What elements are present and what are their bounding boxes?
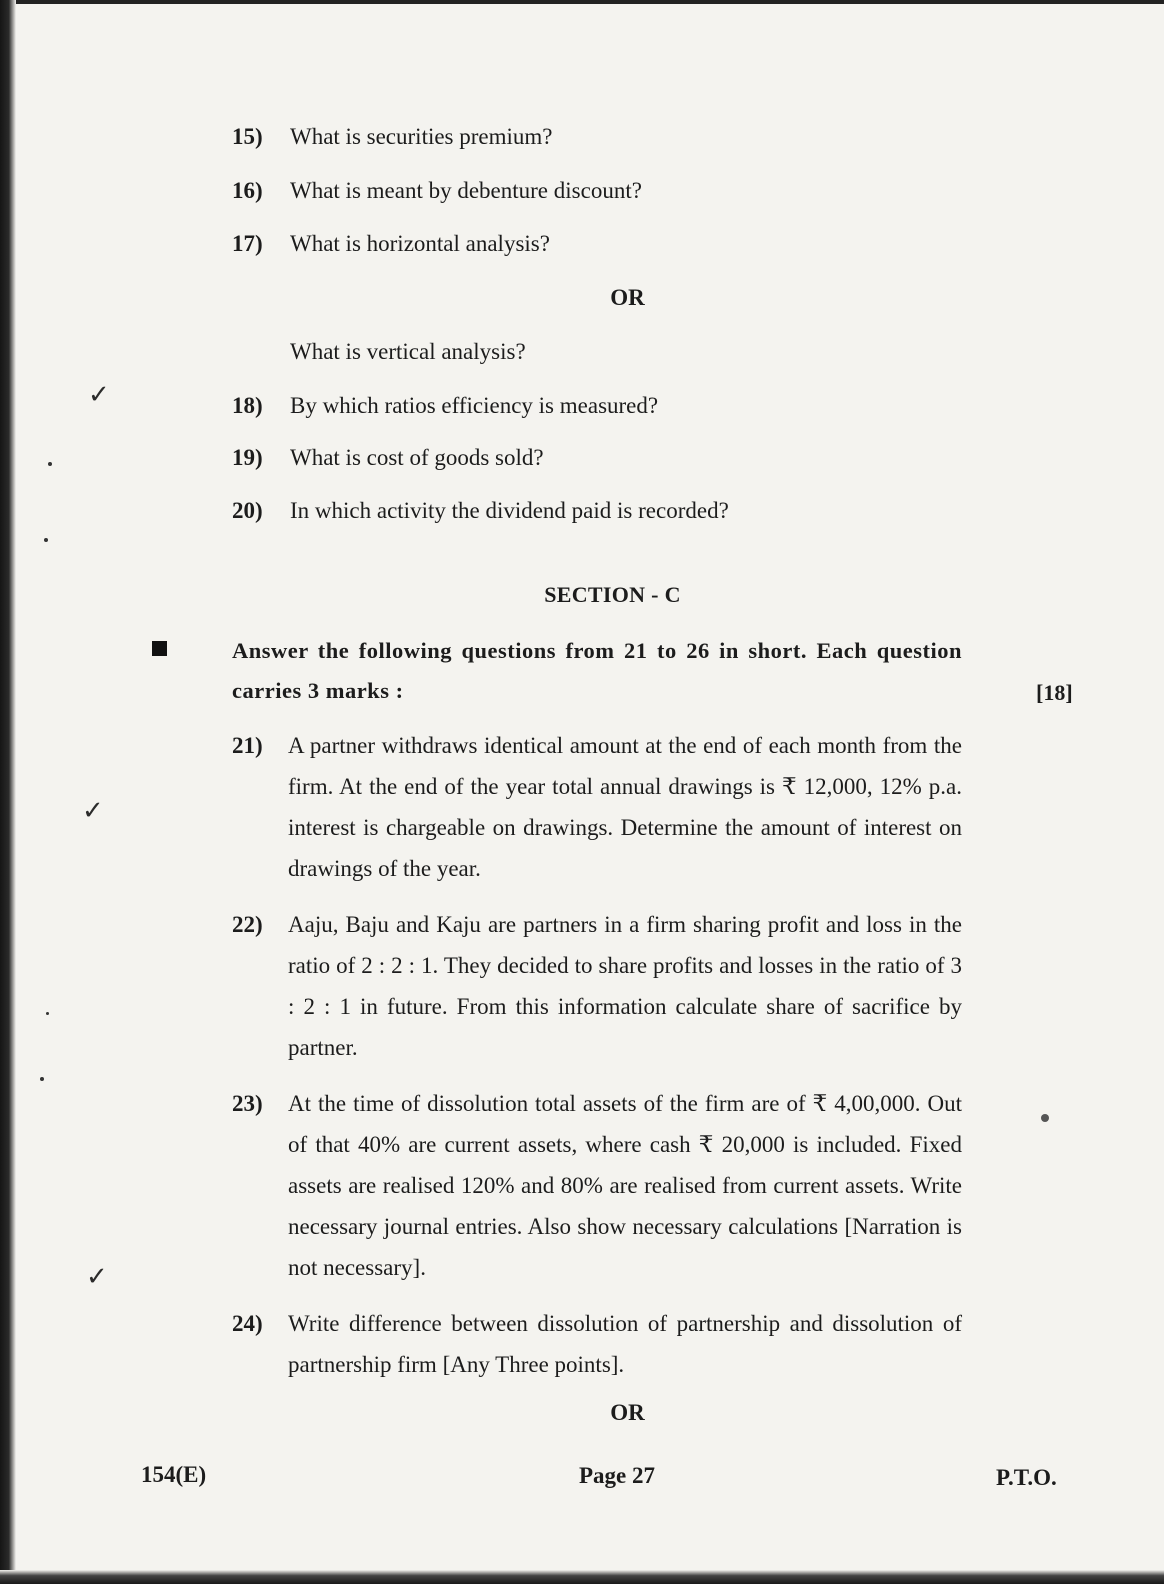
scan-speck	[46, 1012, 49, 1015]
paper-code: 154(E)	[141, 1462, 207, 1487]
question-text: Write difference between dissolution of partnership and dissolution of partnership firm [Any Three points].	[288, 1311, 962, 1377]
scan-speck	[40, 1077, 44, 1081]
question-16	[232, 176, 974, 206]
question-24	[232, 1303, 962, 1385]
section-instruction: Answer the following questions from 21 to 26 in short. Each question carries 3 marks :	[232, 638, 962, 703]
question-number: 19)	[232, 445, 263, 470]
scan-speck	[1041, 1114, 1049, 1122]
question-19	[232, 443, 974, 473]
please-turn-over: P.T.O.	[996, 1465, 1057, 1490]
question-18	[232, 391, 974, 421]
question-number: 22)	[232, 912, 263, 937]
question-number: 17)	[232, 231, 263, 256]
or-label: OR	[610, 285, 645, 310]
scan-bottom-edge	[0, 1570, 1164, 1584]
question-23	[232, 1083, 962, 1288]
question-text: What is securities premium?	[290, 124, 553, 149]
question-number: 24)	[232, 1311, 263, 1336]
question-text: What is meant by debenture discount?	[290, 178, 642, 203]
page-number: Page 27	[579, 1463, 656, 1488]
question-number: 18)	[232, 393, 263, 418]
question-text: A partner withdraws identical amount at the end of each month from the firm. At the end of the year total annual drawings is ₹ 12,000, 12% p.a. interest is chargeable on drawings. Determine the amount of interest on drawings of the year.	[288, 733, 962, 881]
scan-speck	[48, 462, 52, 466]
tick-mark-icon: ✓	[86, 1262, 108, 1292]
question-number: 16)	[232, 178, 263, 203]
scan-top-edge	[0, 0, 1164, 4]
tick-mark-icon: ✓	[82, 796, 104, 826]
question-15	[232, 122, 974, 152]
question-number: 21)	[232, 733, 263, 758]
question-text: What is cost of goods sold?	[290, 445, 544, 470]
or-label: OR	[610, 1400, 645, 1425]
question-number: 15)	[232, 124, 263, 149]
question-text: What is vertical analysis?	[290, 339, 526, 364]
scan-speck	[44, 538, 48, 542]
question-17-alternative	[232, 337, 974, 367]
question-number: 20)	[232, 498, 263, 523]
question-21	[232, 725, 962, 889]
question-22	[232, 904, 962, 1068]
question-20	[232, 496, 974, 526]
question-17	[232, 229, 974, 259]
question-text: By which ratios efficiency is measured?	[290, 393, 659, 418]
section-title: SECTION - C	[544, 582, 681, 607]
bullet-square-icon	[152, 641, 167, 656]
question-text: In which activity the dividend paid is recorded?	[290, 498, 729, 523]
question-text: At the time of dissolution total assets of the firm are of ₹ 4,00,000. Out of that 40% are current assets, where cash ₹ 20,000 is included. Fixed assets are realised 120% and 80% are realised from current assets. Write necessary journal entries. Also show necessary calculations [Narration is not necessary].	[288, 1091, 962, 1280]
scan-left-edge	[0, 0, 16, 1584]
tick-mark-icon: ✓	[88, 380, 110, 410]
question-text: Aaju, Baju and Kaju are partners in a firm sharing profit and loss in the ratio of 2 : 2 : 1. They decided to share profits and losses in the ratio of 3 : 2 : 1 in future. From this information calculate share of sacrifice by partner.	[288, 912, 962, 1060]
question-number: 23)	[232, 1091, 263, 1116]
section-marks: [18]	[1036, 680, 1073, 705]
question-text: What is horizontal analysis?	[290, 231, 550, 256]
